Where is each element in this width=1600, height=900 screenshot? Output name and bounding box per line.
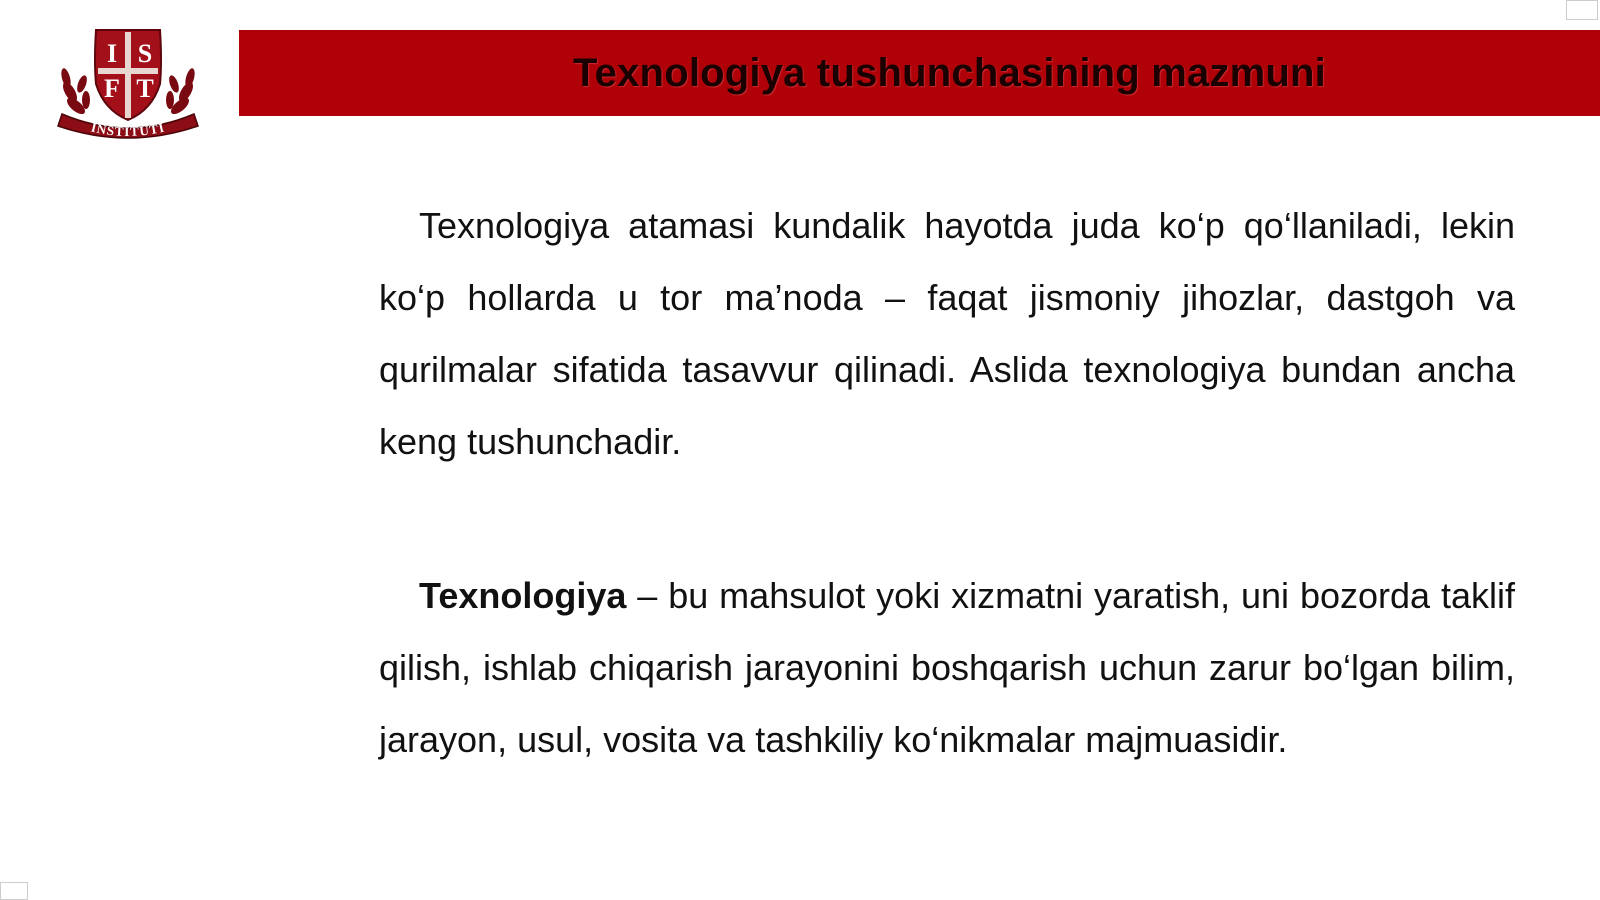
svg-text:I: I (106, 39, 118, 68)
slide-body (379, 190, 1515, 776)
corner-placeholder-top (1566, 0, 1598, 20)
definition-term: Texnologiya (419, 575, 627, 616)
svg-text:T: T (136, 74, 154, 103)
svg-text:F: F (104, 74, 120, 103)
institute-logo (52, 22, 204, 140)
svg-text:S: S (137, 39, 153, 68)
definition-text: – bu mahsulot yoki xizmatni yaratish, uni bozorda taklif qilish, ishlab chiqarish jarayonini boshqarish uchun zarur bo‘lgan bilim, jarayon, usul, vosita va tashkiliy ko‘nikmalar majmuasidir. (379, 575, 1515, 760)
logo-emblem-icon (52, 22, 204, 140)
title-bar (239, 30, 1600, 116)
corner-placeholder-bottom (0, 882, 28, 900)
paragraph-definition (379, 560, 1515, 776)
slide-title: Texnologiya tushunchasining mazmuni (573, 50, 1326, 95)
paragraph-intro: Texnologiya atamasi kundalik hayotda juda ko‘p qo‘llaniladi, lekin ko‘p hollarda u tor ma’noda – faqat jismoniy jihozlar, dastgoh va qurilmalar sifatida tasavvur qilinadi. Aslida texnologiya bundan ancha keng tushunchadir. (379, 205, 1515, 462)
svg-text:INSTITUTI: INSTITUTI (89, 119, 167, 140)
